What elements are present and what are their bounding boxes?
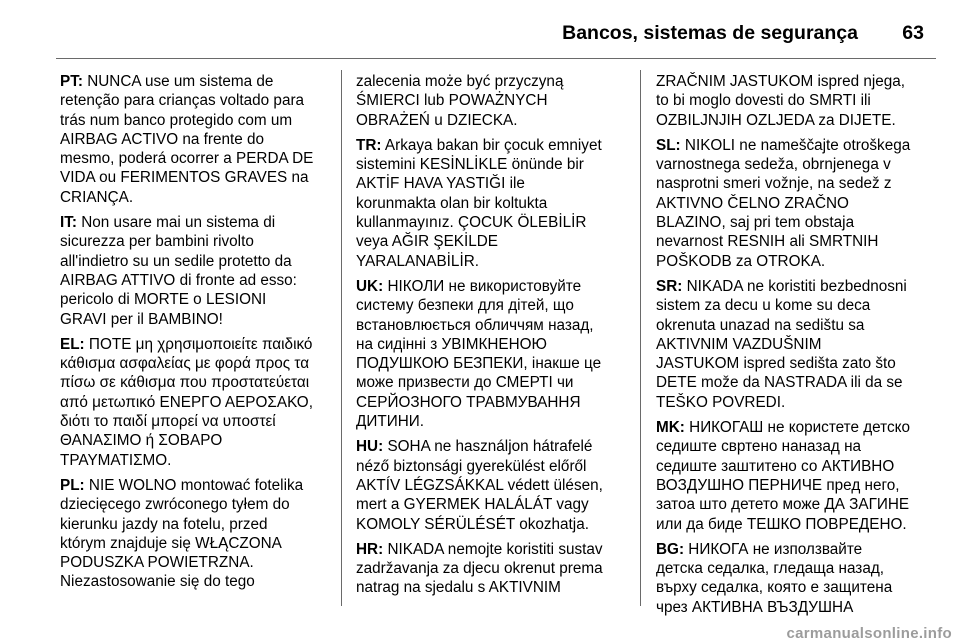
column-divider-1	[341, 70, 342, 606]
line-text: AIRBAG ATTIVO di fronte ad esso:	[60, 271, 297, 289]
line-text: κάθισμα ασφαλείας με φορά προς τα	[60, 355, 310, 373]
paragraph-line	[656, 515, 928, 534]
language-code: MK:	[656, 419, 685, 437]
paragraph-line	[60, 495, 332, 514]
line-text: varnostnega sedeža, obrnjenega v	[656, 156, 891, 174]
paragraph-line	[60, 310, 332, 329]
paragraph-line	[656, 316, 928, 335]
paragraph-line	[656, 296, 928, 315]
page-number: 63	[902, 22, 924, 44]
line-text: AKTÍV LÉGZSÁKKAL védett ülésen,	[356, 476, 603, 494]
paragraph-line	[60, 271, 332, 290]
warning-paragraph	[356, 136, 628, 271]
line-text: mesmo, poderá ocorrer a PERDA DE	[60, 150, 314, 168]
line-text: BLAZINO, saj pri tem obstaja	[656, 214, 855, 232]
line-text: PODUSZKA POWIETRZNA.	[60, 554, 254, 572]
line-text: OZBILJNJIH OZLJEDA za DIJETE.	[656, 111, 896, 129]
paragraph-line	[356, 174, 628, 193]
section-title: Bancos, sistemas de segurança	[562, 22, 858, 44]
line-text: ВОЗДУШНО ПЕРНИЧЕ пред него,	[656, 476, 900, 494]
line-text: CRIANÇA.	[60, 188, 134, 206]
paragraph-line	[656, 335, 928, 354]
line-text: систему безпеки для дітей, що	[356, 297, 574, 315]
paragraph-line	[656, 213, 928, 232]
text-column-2	[356, 72, 628, 604]
line-text: zalecenia może być przyczyną	[356, 73, 564, 90]
line-text: ZRAČNIM JASTUKOM ispred njega,	[656, 73, 906, 90]
paragraph-line	[356, 91, 628, 110]
paragraph-line	[656, 437, 928, 456]
paragraph-line	[656, 354, 928, 373]
line-text: Arkaya bakan bir çocuk emniyet	[381, 136, 602, 154]
paragraph-line	[60, 213, 332, 232]
paragraph-line	[60, 72, 332, 91]
warning-paragraph	[656, 540, 928, 617]
line-text: JASTUKOM ispred sedišta zato što	[656, 355, 896, 373]
line-text: НИКОГАШ не користете детско	[684, 419, 911, 437]
line-text: затоа што детето може ДА ЗАГИНЕ	[656, 496, 910, 514]
paragraph-line	[60, 412, 332, 431]
line-text: ΠΟΤΕ μη χρησιμοποιείτε παιδικό	[84, 335, 313, 353]
paragraph-line	[60, 476, 332, 495]
language-code: BG:	[656, 540, 685, 558]
line-text: AKTIVNO ČELNO ZRAČNO	[656, 194, 849, 212]
line-text: NIKADA nemojte koristiti sustav	[383, 540, 603, 558]
paragraph-line	[356, 412, 628, 431]
language-code: HU:	[356, 438, 384, 456]
paragraph-line	[60, 232, 332, 251]
paragraph-line	[656, 252, 928, 271]
line-text: SOHA ne használjon hátrafelé	[383, 438, 593, 456]
line-text: Niezastosowanie się do tego	[60, 573, 255, 591]
page-header	[0, 0, 960, 58]
line-text: to bi moglo dovesti do SMRTI ili	[656, 92, 871, 110]
paragraph-line	[60, 553, 332, 572]
paragraph-line	[656, 578, 928, 597]
line-text: детска седалка, гледаща назад,	[656, 560, 885, 578]
paragraph-line	[60, 451, 332, 470]
paragraph-line	[656, 72, 928, 91]
paragraph-line	[356, 155, 628, 174]
line-text: ДИТИНИ.	[356, 413, 424, 431]
paragraph-line	[656, 559, 928, 578]
language-code: TR:	[356, 136, 382, 154]
language-code: SL:	[656, 136, 681, 154]
language-code: EL:	[60, 335, 85, 353]
paragraph-line	[356, 252, 628, 271]
line-text: AKTİF HAVA YASTIĞI ile	[356, 175, 525, 193]
paragraph-line	[656, 155, 928, 174]
language-code: UK:	[356, 277, 384, 295]
line-text: ŚMIERCI lub POWAŻNYCH	[356, 92, 548, 110]
header-divider	[56, 58, 936, 59]
warning-paragraph	[656, 277, 928, 412]
line-text: natrag na sjedalu s AKTIVNIM	[356, 579, 561, 597]
paragraph-line	[356, 111, 628, 130]
line-text: ПОДУШКОЮ БЕЗПЕКИ, інакше це	[356, 355, 602, 373]
line-text: pericolo di MORTE o LESIONI	[60, 291, 267, 309]
paragraph-line	[656, 277, 928, 296]
paragraph-line	[60, 534, 332, 553]
warning-paragraph	[656, 418, 928, 534]
line-text: DETE može da NASTRADA ili da se	[656, 374, 903, 392]
paragraph-line	[60, 515, 332, 534]
warning-paragraph	[60, 213, 332, 329]
paragraph-line	[60, 431, 332, 450]
language-code: HR:	[356, 540, 384, 558]
language-code: SR:	[656, 277, 683, 295]
warning-paragraph	[356, 72, 628, 130]
language-code: PT:	[60, 73, 83, 90]
paragraph-line	[656, 194, 928, 213]
paragraph-line	[356, 476, 628, 495]
warning-paragraph	[60, 72, 332, 207]
line-text: διότι το παιδί μπορεί να υποστεί	[60, 413, 276, 431]
line-text: KOMOLY SÉRÜLÉSÉT okozhatja.	[356, 515, 589, 533]
line-text: nasprotni smeri vožnje, na sedež z	[656, 175, 892, 193]
paragraph-line	[356, 232, 628, 251]
paragraph-line	[356, 578, 628, 597]
paragraph-line	[356, 277, 628, 296]
warning-paragraph	[656, 72, 928, 130]
warning-paragraph	[60, 335, 332, 470]
line-text: VIDA ou FERIMENTOS GRAVES na	[60, 169, 309, 187]
warning-paragraph	[356, 540, 628, 598]
paragraph-line	[60, 91, 332, 110]
line-text: POŠKODB za OTROKA.	[656, 252, 826, 270]
paragraph-line	[656, 495, 928, 514]
line-text: zadržavanja za djecu okrenut prema	[356, 560, 603, 578]
paragraph-line	[356, 213, 628, 232]
line-text: ΤΡΑΥΜΑΤΙΣΜΟ.	[60, 451, 172, 469]
paragraph-line	[356, 495, 628, 514]
paragraph-line	[356, 457, 628, 476]
paragraph-line	[656, 598, 928, 617]
paragraph-line	[60, 188, 332, 207]
warning-paragraph	[356, 277, 628, 431]
paragraph-line	[356, 540, 628, 559]
text-column-1	[60, 72, 332, 598]
line-text: ΘΑΝΑΣΙΜΟ ή ΣΟΒΑΡΟ	[60, 432, 223, 450]
paragraph-line	[656, 91, 928, 110]
paragraph-line	[60, 130, 332, 149]
line-text: чрез АКТИВНА ВЪЗДУШНА	[656, 598, 854, 616]
paragraph-line	[60, 149, 332, 168]
line-text: OBRAŻEŃ u DZIECKA.	[356, 111, 518, 129]
paragraph-line	[356, 437, 628, 456]
paragraph-line	[60, 111, 332, 130]
warning-paragraph	[60, 476, 332, 592]
line-text: може призвести до СМЕРТІ чи	[356, 374, 574, 392]
paragraph-line	[356, 559, 628, 578]
line-text: НІКОЛИ не використовуйте	[383, 277, 582, 295]
paragraph-line	[356, 373, 628, 392]
line-text: kullanmayınız. ÇOCUK ÖLEBİLİR	[356, 214, 587, 232]
line-text: trás num banco protegido com um	[60, 111, 293, 129]
paragraph-line	[656, 540, 928, 559]
paragraph-line	[356, 72, 628, 91]
line-text: AIRBAG ACTIVO na frente do	[60, 130, 265, 148]
language-code: IT:	[60, 214, 77, 232]
line-text: veya AĞIR ŞEKİLDE	[356, 233, 498, 251]
line-text: Non usare mai un sistema di	[77, 214, 276, 232]
paragraph-line	[60, 168, 332, 187]
paragraph-line	[356, 354, 628, 373]
line-text: GRAVI per il BAMBINO!	[60, 310, 223, 328]
warning-paragraph	[656, 136, 928, 271]
paragraph-line	[656, 457, 928, 476]
line-text: NUNCA use um sistema de	[82, 73, 274, 90]
paragraph-line	[356, 136, 628, 155]
paragraph-line	[60, 393, 332, 412]
line-text: okrenuta unazad na sedištu sa	[656, 316, 865, 334]
paragraph-line	[356, 296, 628, 315]
line-text: AKTIVNIM VAZDUŠNIM	[656, 335, 822, 353]
line-text: NIKADA ne koristiti bezbednosni	[682, 277, 907, 295]
paragraph-line	[60, 252, 332, 271]
paragraph-line	[356, 515, 628, 534]
paragraph-line	[356, 393, 628, 412]
paragraph-line	[656, 393, 928, 412]
line-text: sistemini KESİNLİKLE önünde bir	[356, 156, 584, 174]
line-text: sicurezza per bambini rivolto	[60, 233, 254, 251]
line-text: седиште свртено наназад на	[656, 438, 862, 456]
paragraph-line	[656, 174, 928, 193]
line-text: встановлюється обличчям назад,	[356, 316, 594, 334]
paragraph-line	[60, 335, 332, 354]
paragraph-line	[356, 335, 628, 354]
line-text: върху седалка, която е защитена	[656, 579, 893, 597]
column-divider-2	[640, 70, 641, 606]
line-text: którym znajduje się WŁĄCZONA	[60, 534, 282, 552]
paragraph-line	[60, 373, 332, 392]
language-code: PL:	[60, 476, 85, 494]
line-text: НИКОГА не използвайте	[684, 540, 863, 558]
paragraph-line	[656, 373, 928, 392]
line-text: на сидінні з УВІМКНЕНОЮ	[356, 335, 548, 353]
paragraph-line	[656, 418, 928, 437]
paragraph-line	[60, 354, 332, 373]
paragraph-line	[356, 194, 628, 213]
line-text: TEŠKO POVREDI.	[656, 393, 786, 411]
paragraph-line	[60, 290, 332, 309]
paragraph-line	[656, 476, 928, 495]
line-text: NIE WOLNO montować fotelika	[84, 476, 304, 494]
line-text: YARALANABİLİR.	[356, 252, 479, 270]
line-text: néző biztonsági gyerekülést előről	[356, 457, 587, 475]
warning-paragraph	[356, 437, 628, 533]
line-text: СЕРЙОЗНОГО ТРАВМУВАННЯ	[356, 393, 581, 411]
line-text: πίσω σε κάθισμα που προστατεύεται	[60, 374, 310, 392]
line-text: седиште заштитено со АКТИВНО	[656, 457, 895, 475]
line-text: sistem za decu u kome su deca	[656, 297, 871, 315]
line-text: από μετωπικό ΕΝΕΡΓΟ ΑΕΡΟΣΑΚΟ,	[60, 393, 313, 411]
line-text: kierunku jazdy na fotelu, przed	[60, 515, 268, 533]
paragraph-line	[656, 111, 928, 130]
line-text: korunmakta olan bir koltukta	[356, 194, 548, 212]
line-text: retenção para crianças voltado para	[60, 92, 305, 110]
line-text: nevarnost RESNIH ali SMRTNIH	[656, 233, 879, 251]
line-text: NIKOLI ne nameščajte otroškega	[680, 136, 911, 154]
footer-watermark: carmanualsonline.info	[786, 625, 952, 642]
line-text: dziecięcego zwróconego tyłem do	[60, 496, 290, 514]
line-text: mert a GYERMEK HALÁLÁT vagy	[356, 496, 589, 514]
line-text: all'indietro su un sedile protetto da	[60, 252, 292, 270]
paragraph-line	[60, 572, 332, 591]
text-column-3	[656, 72, 928, 623]
paragraph-line	[356, 316, 628, 335]
paragraph-line	[656, 232, 928, 251]
line-text: или да биде ТЕШКО ПОВРЕДЕНО.	[656, 515, 907, 533]
paragraph-line	[656, 136, 928, 155]
